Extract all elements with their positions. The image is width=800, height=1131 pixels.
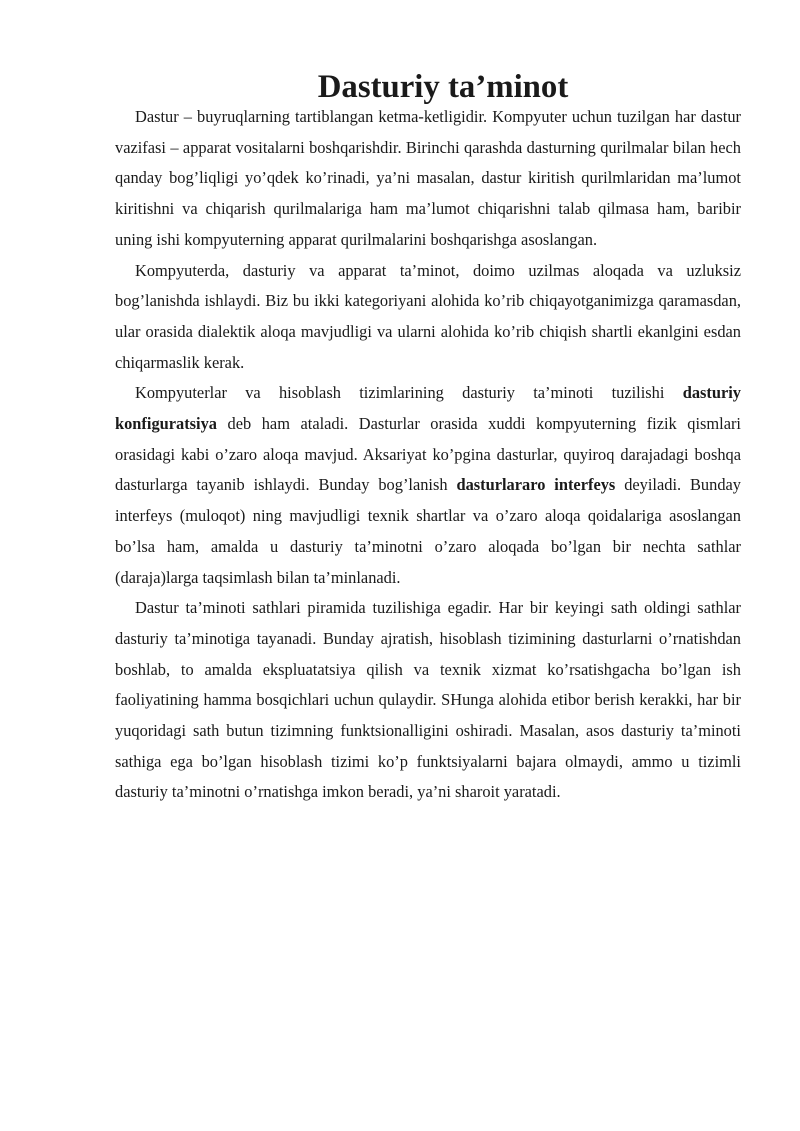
document-title: Dasturiy ta’minot (317, 69, 569, 105)
paragraph (115, 593, 741, 808)
bold-term: dasturiy konfiguratsiya (115, 383, 741, 434)
bold-term: dasturlararo interfeys (456, 475, 616, 495)
paragraph-text: Kompyuterlar va hisoblash tizimlarining dasturiy ta’minoti tuzilishi (135, 383, 683, 403)
paragraph-text: Dastur – buyruqlarning tartiblangan ketma-ketligidir. Kompyuter uchun tuzilgan har dastur vazifasi – apparat vositalarni boshqarishdir. Birinchi qarashda dasturning qurilmalar bilan hech qanday bog’liqligi yo’qdek ko’rinadi, ya’ni masalan, dastur kiritish qurilmlaridan ma’lumot kiritishni va chiqarish qurilmalariga ham ma’lumot chiqarishni talab qilmasa ham, baribir uning ishi kompyuterning apparat qurilmalarini boshqarishga asoslangan. (115, 107, 741, 249)
document-body (115, 102, 741, 808)
paragraph (115, 378, 741, 593)
paragraph (115, 102, 741, 256)
paragraph-text: deyiladi. Bunday interfeys (muloqot) ning mavjudligi texnik shartlar va o’zaro aloqa qoidalariga asoslangan bo’lsa ham, amalda u dasturiy ta’minotni o’zaro aloqada bo’lgan bir nechta sathlar (daraja)larga taqsimlash bilan ta’minlanadi. (115, 475, 741, 587)
paragraph-text: Kompyuterda, dasturiy va apparat ta’minot, doimo uzilmas aloqada va uzluksiz bog’lanishda ishlaydi. Biz bu ikki kategoriyani alohida ko’rib chiqayotganimizga qaramasdan, ular orasida dialektik aloqa mavjudligi va ularni alohida ko’rib chiqish shartli ekanlgini esdan chiqarmaslik kerak. (115, 260, 741, 372)
paragraph-text: Dastur ta’minoti sathlari piramida tuzilishiga egadir. Har bir keyingi sath oldingi sathlar dasturiy ta’minotiga tayanadi. Bunday ajratish, hisoblash tizimining dasturlarni o’rnatishdan boshlab, to amalda ekspluatatsiya qilish va texnik xizmat ko’rsatishgacha bo’lgan ish faoliyatining hamma bosqichlari uchun qulaydir. SHunga alohida etibor berish kerakki, har bir yuqoridagi sath butun tizimning funktsionalligini oshiradi. Masalan, asos dasturiy ta’minoti sathiga ega bo’lgan hisoblash tizimi ko’p funktsiyalarni bajara olmaydi, ammo u tizimli dasturiy ta’minotni o’rnatishga imkon beradi, ya’ni sharoit yaratadi. (115, 598, 741, 802)
document-page (115, 69, 741, 808)
paragraph-text: deb ham ataladi. Dasturlar orasida xuddi kompyuterning fizik qismlari orasidagi kabi o’zaro aloqa mavjud. Aksariyat ko’pgina dasturlar, quyiroq darajadagi boshqa dasturlarga tayanib ishlaydi. Bunday bog’lanish (115, 414, 741, 495)
paragraph (115, 256, 741, 379)
